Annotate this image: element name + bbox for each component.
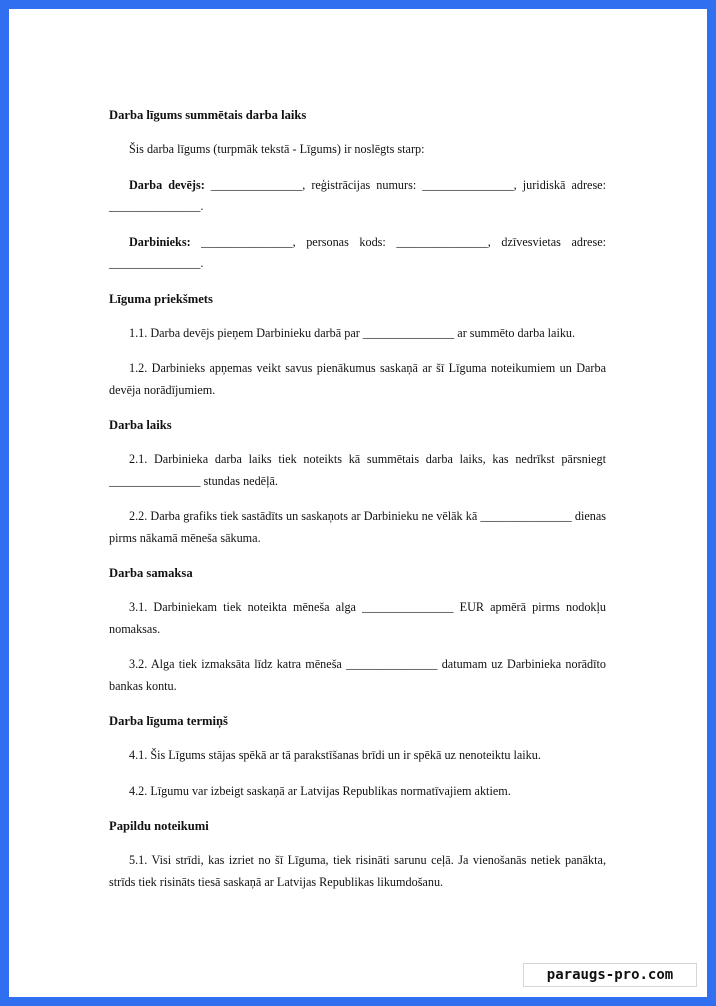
employer-label: Darba devējs: bbox=[129, 177, 205, 192]
section-heading-salary: Darba samaksa bbox=[109, 566, 193, 580]
clause-4-2: 4.2. Līgumu var izbeigt saskaņā ar Latvijas Republikas normatīvajiem aktiem. bbox=[129, 783, 511, 798]
clause-1-2: 1.2. Darbinieks apņemas veikt savus pienākumus saskaņā ar šī Līguma noteikumiem un Darba devēja norādījumiem. bbox=[109, 361, 606, 397]
clause-5-1: 5.1. Visi strīdi, kas izriet no šī Līguma, tiek risināti sarunu ceļā. Ja vienošanās netiek panākta, strīds tiek risināts tiesā saskaņā ar Latvijas Republikas likumdošanu. bbox=[109, 853, 606, 889]
section-heading-term: Darba līguma termiņš bbox=[109, 714, 228, 728]
intro-paragraph: Šis darba līgums (turpmāk tekstā - Līgums) ir noslēgts starp: bbox=[129, 142, 425, 156]
document-page bbox=[9, 9, 707, 997]
employee-text: _______________, personas kods: _______________, dzīvesvietas adrese: _______________. bbox=[109, 234, 606, 270]
section-heading-subject: Līguma priekšmets bbox=[109, 291, 213, 306]
employee-paragraph bbox=[109, 232, 606, 275]
clause-3-2: 3.2. Alga tiek izmaksāta līdz katra mēneša _______________ datumam uz Darbinieka norādīto bankas kontu. bbox=[109, 657, 606, 693]
employer-paragraph bbox=[109, 175, 606, 218]
clause-2-2: 2.2. Darba grafiks tiek sastādīts un saskaņots ar Darbinieku ne vēlāk kā _______________ dienas pirms nākamā mēneša sākuma. bbox=[109, 509, 606, 545]
clause-1-1: 1.1. Darba devējs pieņem Darbinieku darbā par _______________ ar summēto darba laiku. bbox=[129, 325, 576, 340]
document-content bbox=[109, 105, 606, 907]
clause-4-1: 4.1. Šis Līgums stājas spēkā ar tā parakstīšanas brīdi un ir spēkā uz nenoteiktu laiku. bbox=[129, 748, 541, 762]
document-title: Darba līgums summētais darba laiks bbox=[109, 108, 307, 122]
watermark-badge: paraugs-pro.com bbox=[523, 963, 697, 987]
employer-text: _______________, reģistrācijas numurs: _______________, juridiskā adrese: _______________. bbox=[109, 177, 606, 213]
section-heading-working-time: Darba laiks bbox=[109, 418, 172, 432]
section-heading-additional: Papildu noteikumi bbox=[109, 819, 209, 833]
clause-3-1: 3.1. Darbiniekam tiek noteikta mēneša alga _______________ EUR apmērā pirms nodokļu nomaksas. bbox=[109, 600, 606, 636]
employee-label: Darbinieks: bbox=[129, 234, 191, 249]
clause-2-1: 2.1. Darbinieka darba laiks tiek noteikts kā summētais darba laiks, kas nedrīkst pārsniegt _______________ stundas nedēļā. bbox=[109, 452, 606, 488]
